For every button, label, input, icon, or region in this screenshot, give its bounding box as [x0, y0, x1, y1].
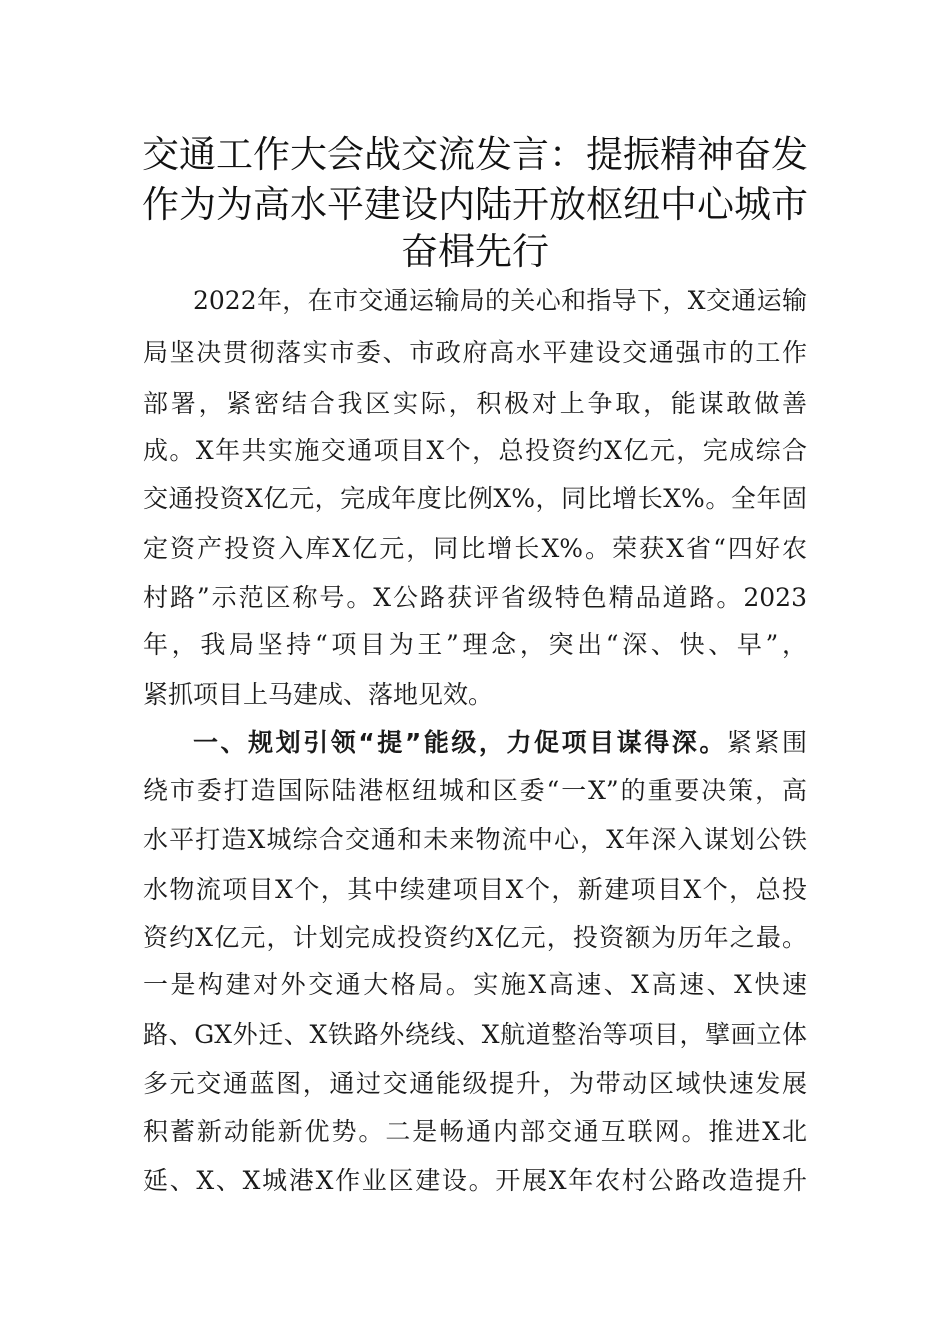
paragraph1-line: 紧抓项目上马建成、落地见效。: [143, 680, 494, 709]
paragraph2-line: 延、X、X城港X作业区建设。开展X年农村公路改造提升: [143, 1166, 807, 1195]
paragraph2-line: 资约X亿元，计划完成投资约X亿元，投资额为历年之最。: [143, 923, 807, 952]
paragraph1-line: 部署，紧密结合我区实际，积极对上争取，能谋敢做善: [143, 389, 807, 418]
paragraph1-line: 村路”示范区称号。X公路获评省级特色精品道路。2023: [143, 583, 807, 612]
section-heading: 一、规划引领“提”能级，力促项目谋得深。: [193, 728, 727, 757]
paragraph2-first-line: [193, 725, 807, 761]
paragraph1-line: 2022年，在市交通运输局的关心和指导下，X交通运输: [193, 286, 807, 315]
paragraph1-line: 成。X年共实施交通项目X个，总投资约X亿元，完成综合: [143, 436, 807, 465]
paragraph2-line: 积蓄新动能新优势。二是畅通内部交通互联网。推进X北: [143, 1117, 807, 1146]
paragraph2-line: 绕市委打造国际陆港枢纽城和区委“一X”的重要决策，高: [143, 776, 807, 805]
document-title-line-1: 交通工作大会战交流发言：提振精神奋发: [142, 133, 808, 176]
paragraph1-line: 交通投资X亿元，完成年度比例X%，同比增长X%。全年固: [143, 484, 807, 513]
paragraph1-line: 年，我局坚持“项目为王”理念，突出“深、快、早”，: [143, 630, 807, 659]
paragraph2-line: 水物流项目X个，其中续建项目X个，新建项目X个，总投: [143, 875, 807, 904]
document-title-line-3: 奋楫先行: [401, 230, 549, 273]
paragraph1-line: 局坚决贯彻落实市委、市政府高水平建设交通强市的工作: [143, 338, 807, 367]
paragraph2-line: 一是构建对外交通大格局。实施X高速、X高速、X快速: [143, 970, 807, 999]
paragraph1-line: 定资产投资入库X亿元，同比增长X%。荣获X省“四好农: [143, 534, 807, 563]
paragraph2-line: 多元交通蓝图，通过交通能级提升，为带动区域快速发展: [143, 1069, 807, 1098]
paragraph2-line: 水平打造X城综合交通和未来物流中心，X年深入谋划公铁: [143, 825, 807, 854]
paragraph2-line: 路、GX外迁、X铁路外绕线、X航道整治等项目，擘画立体: [143, 1020, 807, 1049]
paragraph2-first-line-rest: 紧紧围: [726, 728, 807, 757]
document-title-line-2: 作为为高水平建设内陆开放枢纽中心城市: [142, 183, 808, 226]
